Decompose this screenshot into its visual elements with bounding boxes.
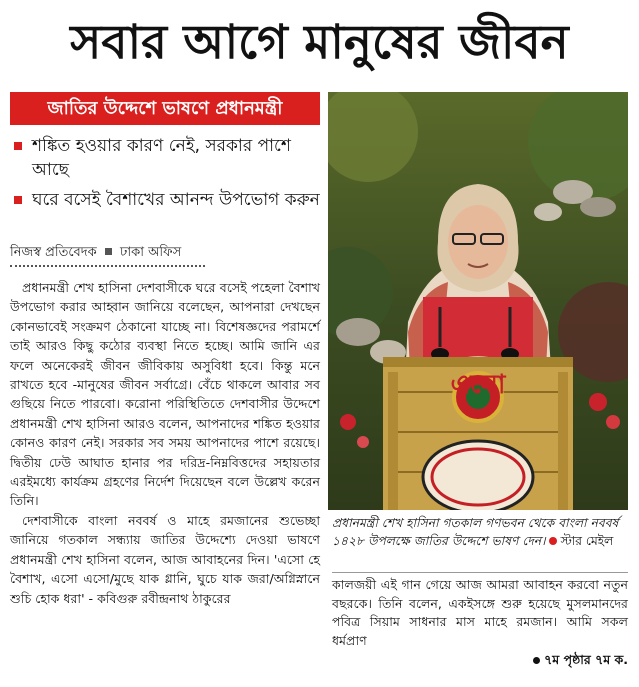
red-square-icon xyxy=(14,142,22,150)
highlight-text: ঘরে বসেই বৈশাখের আনন্দ উপভোগ করুন xyxy=(32,190,320,210)
highlight-item xyxy=(10,188,320,212)
red-square-icon xyxy=(14,196,22,204)
square-separator-icon xyxy=(105,248,112,255)
photo-credit xyxy=(549,534,613,548)
headline: সবার আগে মানুষের জীবন xyxy=(70,15,569,70)
byline xyxy=(10,244,210,262)
photo-caption xyxy=(332,514,628,550)
credit-text: স্টার মেইল xyxy=(560,534,614,548)
article-body xyxy=(10,278,320,608)
article-continuation: কালজয়ী এই গান গেয়ে আজ আমরা আবাহন করবো নতুন বছরকে। তিনি বলেন, একইসঙ্গে শুরু হয়েছে মুসলমানদের পবিত্র সিয়াম সাধনার মাস মাহে রমজান। আমি সকল ধর্মপ্রাণ xyxy=(332,577,628,648)
red-dot-icon xyxy=(549,537,557,545)
photo-illustration xyxy=(328,92,628,510)
highlight-item xyxy=(10,134,320,182)
byline-reporter: নিজস্ব প্রতিবেদক xyxy=(10,245,97,260)
caption-divider xyxy=(332,572,628,573)
article-paragraph: প্রধানমন্ত্রী শেখ হাসিনা দেশবাসীকে ঘরে বসেই পহেলা বৈশাখ উপভোগ করার আহ্বান জানিয়ে বলেছেন, আপনারা দেখছেন কোনভাবেই সংক্রমণ ঠেকানো যাচ্ছে না। বিশেষজ্ঞদের পরামর্শে তাই আরও কিছু কঠোর ব্যবস্থা নিতে হচ্ছে। আমি জানি এর ফলে অনেকেরই জীবন জীবিকায় অসুবিধা হবে। কিন্তু মনে রাখতে হবে -মানুষের জীবন সর্বাগ্রে। বেঁচে থাকলে আবার সব গুছিয়ে নিতে পারবো। করোনা পরিস্থিতিতে দেশবাসীর উদ্দেশে প্রধানমন্ত্রী শেখ হাসিনা আরও বলেন, আপনাদের শঙ্কিত হওয়ার কোনও কারণ নেই। সরকার সব সময় আপনাদের পাশে রয়েছে। দ্বিতীয় ঢেউ আঘাত হানার পর দরিদ্র-নিম্নবিত্তদের সহায়তার এরইমধ্যে কার্যক্রম গ্রহণের নির্দেশ দিয়েছেন বলে উল্লেখ করেন তিনি। xyxy=(10,280,320,509)
bullet-dot-icon xyxy=(533,657,540,664)
caption-text: প্রধানমন্ত্রী শেখ হাসিনা গতকাল গণভবন থেকে বাংলা নববর্ষ ১৪২৮ উপলক্ষে জাতির উদ্দেশে ভাষণ দেন। xyxy=(332,516,619,548)
highlight-text: শঙ্কিত হওয়ার কারণ নেই, সরকার পাশে আছে xyxy=(32,136,291,180)
news-photo xyxy=(328,92,628,510)
article-paragraph: দেশবাসীকে বাংলা নববর্ষ ও মাহে রমজানের শুভেচ্ছা জানিয়ে গতকাল সন্ধ্যায় জাতির উদ্দেশ্যে দেওয়া ভাষণে প্রধানমন্ত্রী শেখ হাসিনা বলেন, আজ আবাহনের দিন। 'এসো হে বৈশাখ, এসো এসো/মুছে যাক গ্লানি, ঘুচে যাক জরা/অগ্নিস্নানে শুচি হোক ধরা' - কবিগুরু রবীন্দ্রনাথ ঠাকুরের xyxy=(10,512,320,606)
highlight-list xyxy=(10,134,320,218)
jump-text: ৭ম পৃষ্ঠার ৭ম ক. xyxy=(544,652,628,667)
dotted-divider xyxy=(10,265,205,267)
jump-reference xyxy=(332,652,628,672)
kicker-banner: জাতির উদ্দেশে ভাষণে প্রধানমন্ত্রী xyxy=(10,92,320,125)
byline-desk: ঢাকা অফিস xyxy=(120,245,182,260)
podium-sign-text: এসো xyxy=(450,370,506,400)
